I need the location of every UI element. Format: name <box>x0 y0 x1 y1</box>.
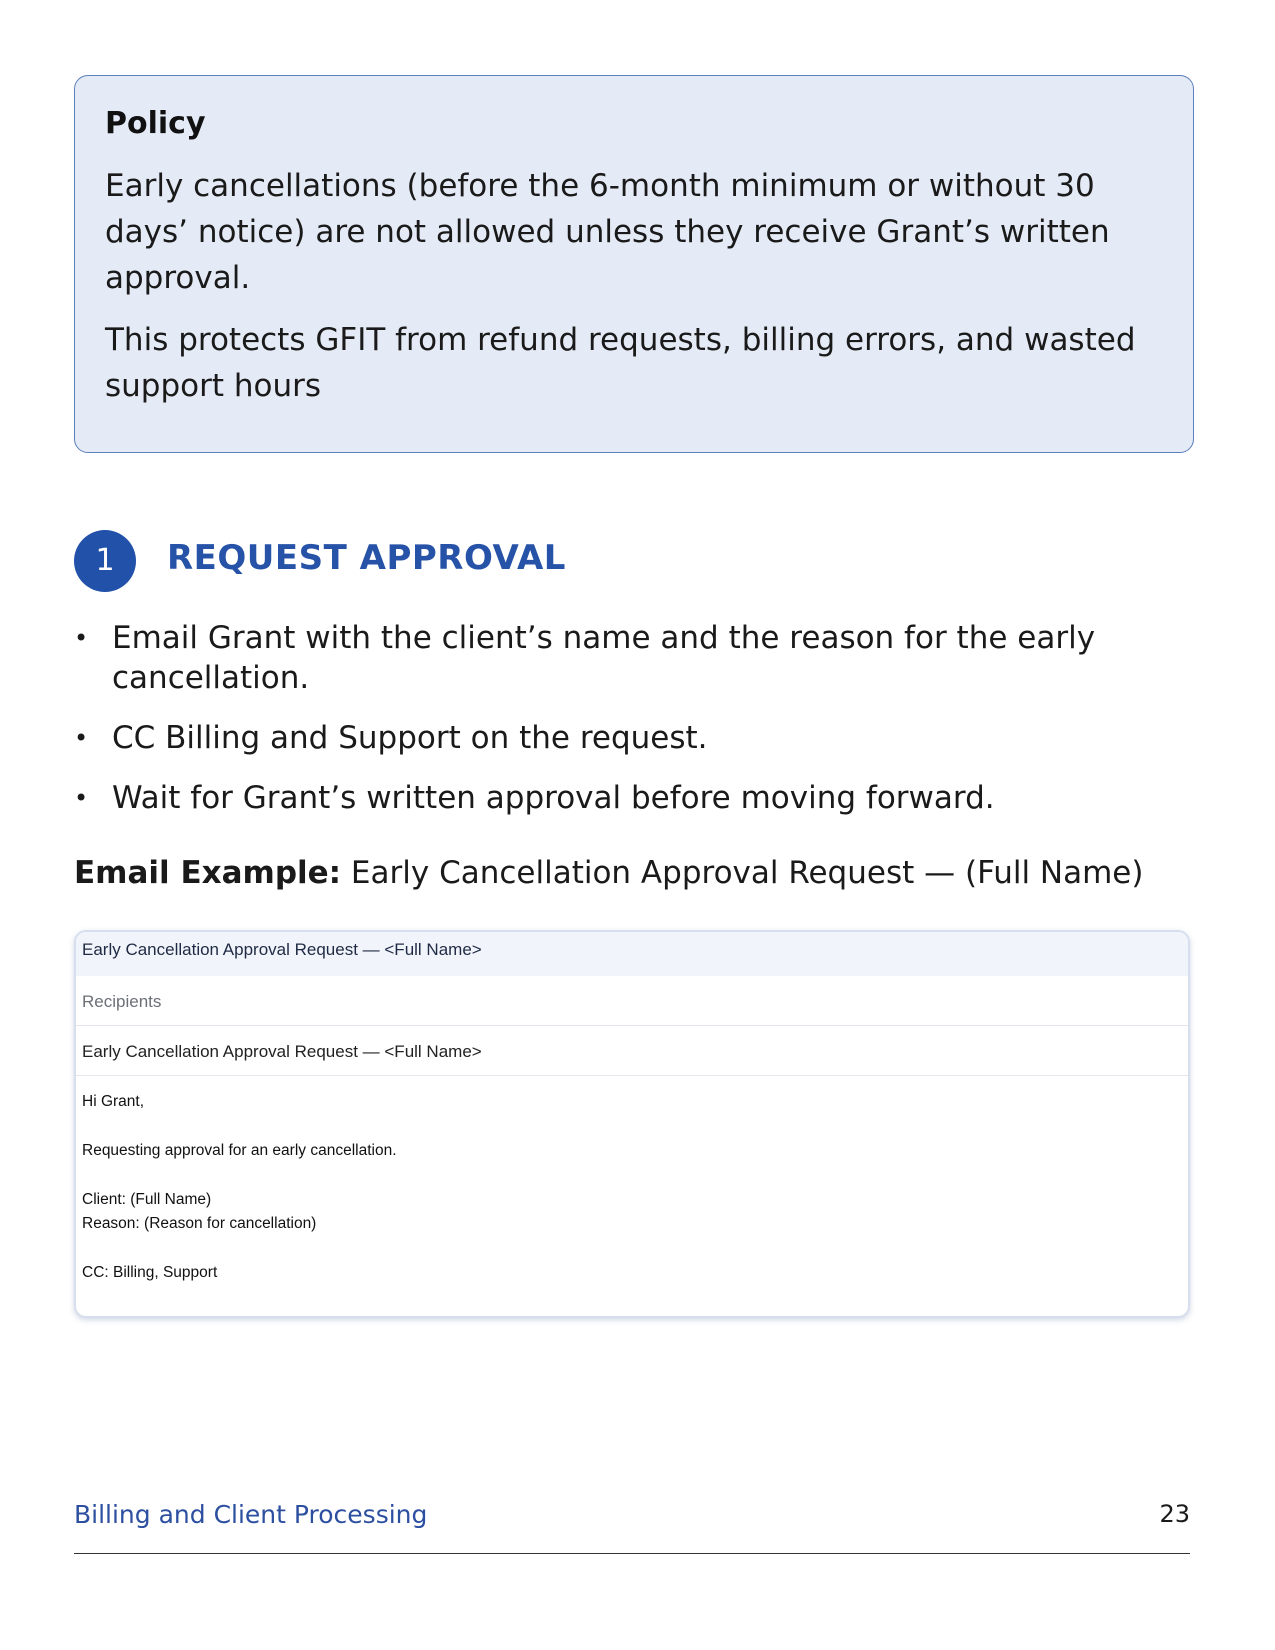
email-example-subject: Early Cancellation Approval Request — (Full Name) <box>341 855 1144 891</box>
page-number: 23 <box>1159 1500 1190 1528</box>
list-item <box>74 618 1154 698</box>
email-example-caption <box>74 855 1143 891</box>
email-client-line: Client: (Full Name) <box>82 1191 212 1208</box>
list-item <box>74 778 1154 818</box>
bullet-icon: • <box>74 784 89 812</box>
policy-callout <box>74 75 1194 453</box>
bullet-text: CC Billing and Support on the request. <box>112 720 708 756</box>
email-greeting: Hi Grant, <box>82 1093 145 1110</box>
email-cc-line: CC: Billing, Support <box>82 1264 218 1281</box>
email-intro: Requesting approval for an early cancellation. <box>82 1142 397 1159</box>
bullet-text: Email Grant with the client’s name and the reason for the early cancellation. <box>112 620 1096 696</box>
list-item <box>74 718 1154 758</box>
bullet-text: Wait for Grant’s written approval before moving forward. <box>112 780 995 816</box>
bullet-icon: • <box>74 724 89 752</box>
email-example-label: Email Example: <box>74 855 342 891</box>
recipients-field[interactable]: Recipients <box>76 976 1188 1026</box>
email-reason-line: Reason: (Reason for cancellation) <box>82 1215 317 1232</box>
step-number-badge: 1 <box>74 530 136 592</box>
policy-paragraph: This protects GFIT from refund requests, billing errors, and wasted support hours <box>105 322 1136 404</box>
bullet-icon: • <box>74 624 89 652</box>
policy-title: Policy <box>105 106 206 141</box>
policy-paragraph: Early cancellations (before the 6-month minimum or without 30 days’ notice) are not allowed unless they receive Grant’s written approval. <box>105 168 1110 296</box>
email-window-title: Early Cancellation Approval Request — <Full Name> <box>76 932 1188 976</box>
email-body[interactable] <box>76 1076 1188 1285</box>
step-bullet-list <box>74 618 1154 838</box>
email-compose-screenshot <box>74 930 1190 1318</box>
footer-section-title: Billing and Client Processing <box>74 1500 428 1529</box>
subject-field[interactable]: Early Cancellation Approval Request — <Full Name> <box>76 1026 1188 1076</box>
step-title: REQUEST APPROVAL <box>167 538 566 578</box>
footer-divider <box>74 1553 1190 1554</box>
